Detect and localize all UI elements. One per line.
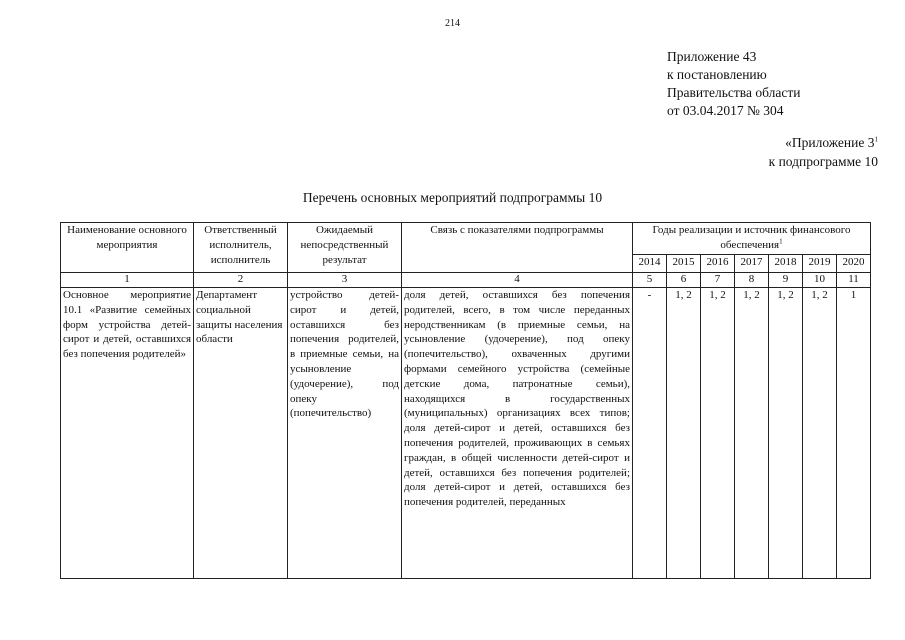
header-years-group-text: Годы реализации и источник финансового обеспечения: [652, 224, 851, 251]
row-responsible: Департамент социальной защиты населения области: [194, 288, 288, 579]
year-cell: 2017: [735, 255, 769, 273]
sub-appendix-text: «Приложение 3: [785, 135, 875, 150]
row-name: Основное мероприятие 10.1 «Развитие семейных форм устройства детей-сирот и детей, оставшихся без попечения родителей»: [61, 288, 194, 579]
year-cell: 2014: [633, 255, 667, 273]
document-title: Перечень основных мероприятий подпрограммы 10: [302, 190, 603, 205]
year-cell: 2020: [837, 255, 871, 273]
column-number: 10: [803, 273, 837, 288]
column-number: 5: [633, 273, 667, 288]
row-value: 1, 2: [803, 288, 837, 579]
column-number: 8: [735, 273, 769, 288]
column-numbers-row: [61, 273, 871, 288]
sub-appendix-line: к подпрограмме 10: [768, 154, 878, 169]
column-number: 4: [402, 273, 633, 288]
header-result: Ожидаемый непосредственный результат: [288, 223, 402, 273]
footnote-mark: 1: [779, 237, 783, 246]
sub-appendix-block: [769, 133, 878, 171]
measures-table: [60, 222, 871, 579]
row-value: 1: [837, 288, 871, 579]
row-value: 1, 2: [667, 288, 701, 579]
year-cell: 2016: [701, 255, 735, 273]
sub-appendix-line: [769, 133, 878, 152]
header-name: Наименование основного мероприятия: [61, 223, 194, 273]
appendix-line: к постановлению: [667, 67, 767, 82]
footnote-mark: 1: [874, 135, 878, 144]
appendix-line: от 03.04.2017 № 304: [667, 103, 784, 118]
row-value: 1, 2: [701, 288, 735, 579]
header-link: Связь с показателями подпрограммы: [402, 223, 633, 273]
column-number: 2: [194, 273, 288, 288]
row-value: 1, 2: [735, 288, 769, 579]
column-number: 11: [837, 273, 871, 288]
column-number: 9: [769, 273, 803, 288]
appendix-line: Правительства области: [667, 85, 801, 100]
year-cell: 2015: [667, 255, 701, 273]
column-number: 3: [288, 273, 402, 288]
table-row: [61, 288, 871, 579]
page-number: 214: [445, 18, 460, 29]
row-link: доля детей, оставшихся без попечения родителей, всего, в том числе переданных неродственникам (в приемные семьи, на усыновление (удочерение), под опеку (попечительство), охваченных другими формами семейного устройства (семейные детские дома, патронатные семьи), находящихся в государственных (муниципальных) организациях всех типов; доля детей-сирот и детей, оставшихся без попечения родителей, проживающих в семьях граждан, в общей численности детей-сирот и детей, оставшихся без попечения родителей; доля детей-сирот и детей, оставшихся без попечения родителей, переданных: [402, 288, 633, 579]
row-value: 1, 2: [769, 288, 803, 579]
appendix-line: Приложение 43: [667, 49, 757, 64]
header-years-group: [633, 223, 871, 255]
appendix-block: [667, 48, 800, 120]
header-responsible: Ответственный исполнитель, исполнитель: [194, 223, 288, 273]
row-value: -: [633, 288, 667, 579]
year-cell: 2019: [803, 255, 837, 273]
column-number: 6: [667, 273, 701, 288]
column-number: 1: [61, 273, 194, 288]
row-result: устройство детей-сирот и детей, оставшихся без попечения родителей, в приемные семьи, на усыновление (удочерение), под опеку (попечительство): [288, 288, 402, 579]
year-cell: 2018: [769, 255, 803, 273]
column-number: 7: [701, 273, 735, 288]
header-row: [61, 223, 871, 255]
